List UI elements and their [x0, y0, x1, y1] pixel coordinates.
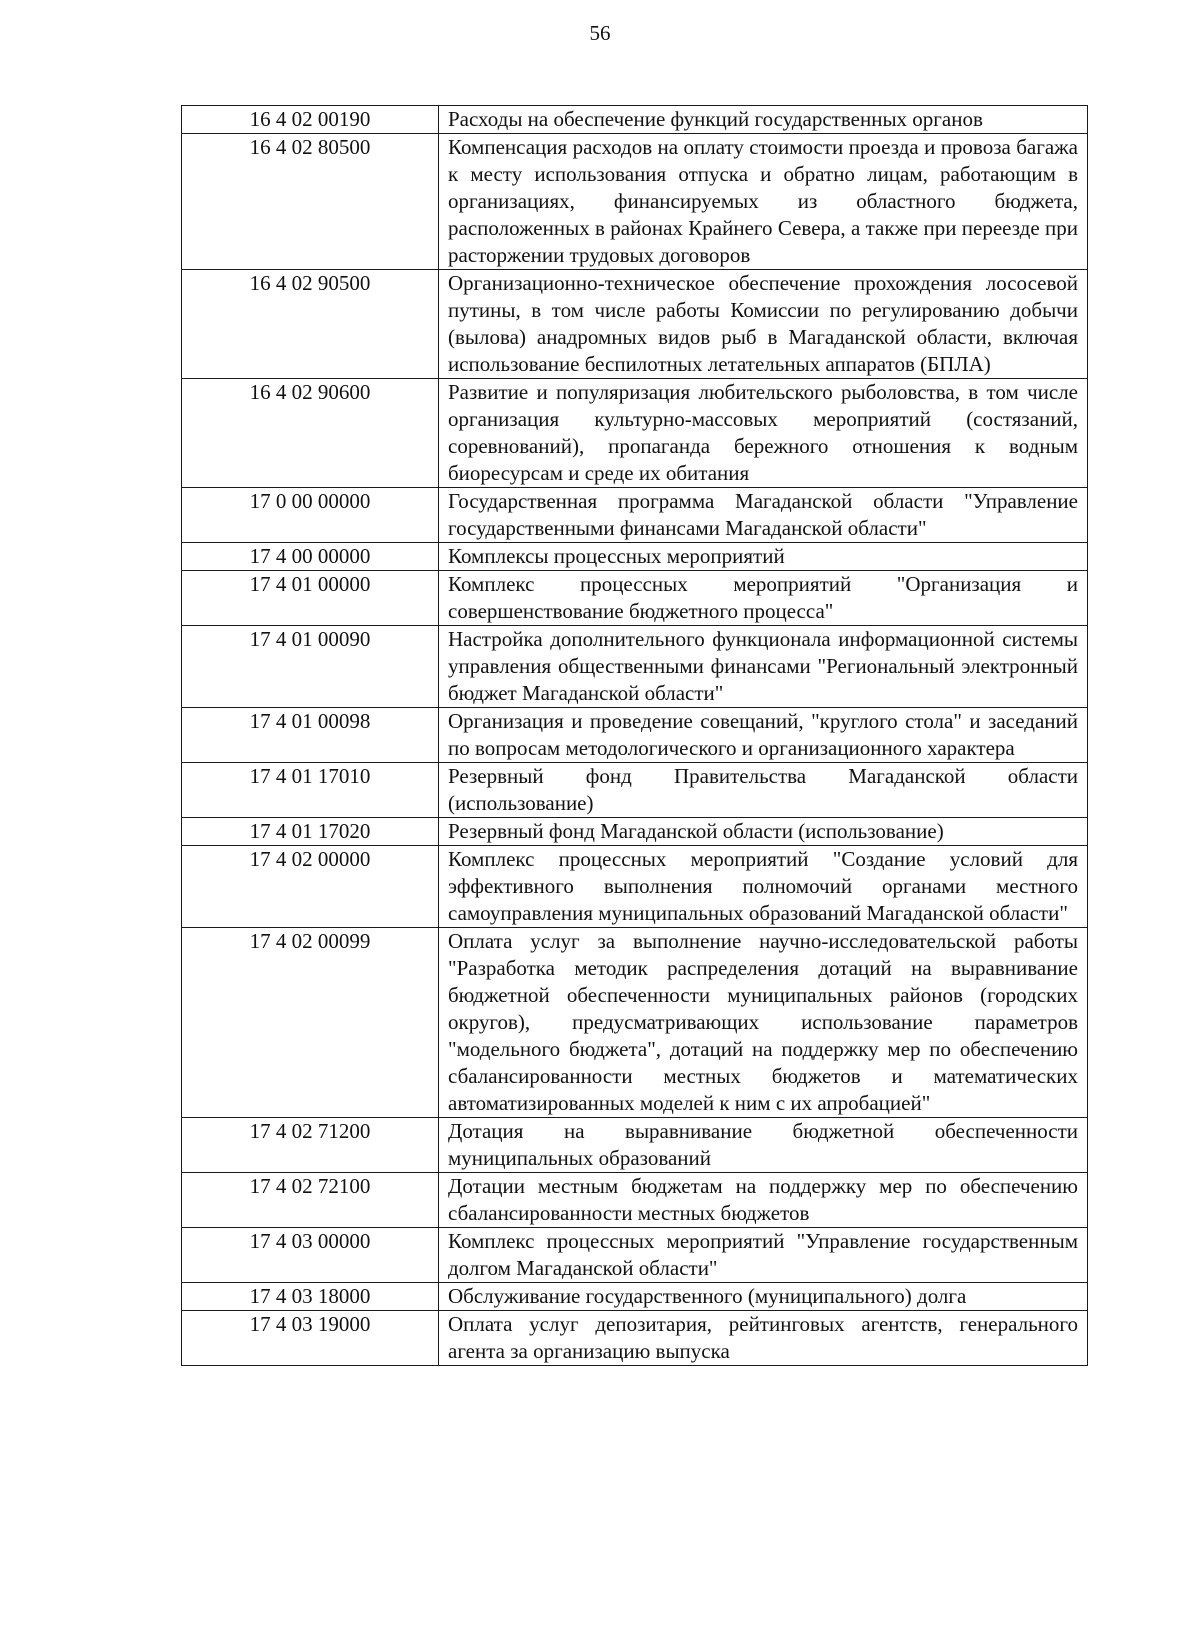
row-name: Государственная программа Магаданской области "Управление государственными финансами Магаданской области"	[439, 488, 1088, 543]
row-code: 17 0 00 00000	[182, 488, 439, 543]
row-name: Организационно-техническое обеспечение прохождения лососевой путины, в том числе работы Комиссии по регулированию добычи (вылова) анадромных видов рыб в Магаданской области, включая использование беспилотных летательных аппаратов (БПЛА)	[439, 270, 1088, 379]
table-row	[182, 1228, 1088, 1283]
row-name: Дотация на выравнивание бюджетной обеспеченности муниципальных образований	[439, 1118, 1088, 1173]
row-name: Компенсация расходов на оплату стоимости проезда и провоза багажа к месту использования отпуска и обратно лицам, работающим в организациях, финансируемых из областного бюджета, расположенных в районах Крайнего Севера, а также при переезде при расторжении трудовых договоров	[439, 134, 1088, 270]
row-code: 16 4 02 90500	[182, 270, 439, 379]
row-code: 17 4 00 00000	[182, 543, 439, 571]
table-row	[182, 1311, 1088, 1366]
table-row	[182, 1118, 1088, 1173]
row-name: Настройка дополнительного функционала информационной системы управления общественными финансами "Региональный электронный бюджет Магаданской области"	[439, 626, 1088, 708]
row-name: Расходы на обеспечение функций государственных органов	[439, 106, 1088, 134]
page-number: 56	[589, 21, 611, 45]
row-code: 17 4 01 17010	[182, 763, 439, 818]
row-name: Комплекс процессных мероприятий "Организация и совершенствование бюджетного процесса"	[439, 571, 1088, 626]
row-name: Резервный фонд Магаданской области (использование)	[439, 818, 1088, 846]
row-name: Дотации местным бюджетам на поддержку мер по обеспечению сбалансированности местных бюджетов	[439, 1173, 1088, 1228]
table-row	[182, 846, 1088, 928]
row-name: Оплата услуг депозитария, рейтинговых агентств, генерального агента за организацию выпуска	[439, 1311, 1088, 1366]
row-code: 16 4 02 80500	[182, 134, 439, 270]
row-name: Резервный фонд Правительства Магаданской области (использование)	[439, 763, 1088, 818]
table-row	[182, 818, 1088, 846]
row-code: 17 4 01 17020	[182, 818, 439, 846]
row-name: Комплекс процессных мероприятий "Управление государственным долгом Магаданской области"	[439, 1228, 1088, 1283]
row-code: 17 4 03 19000	[182, 1311, 439, 1366]
row-code: 17 4 02 00000	[182, 846, 439, 928]
row-name: Организация и проведение совещаний, "круглого стола" и заседаний по вопросам методологического и организационного характера	[439, 708, 1088, 763]
table-row	[182, 763, 1088, 818]
table-row	[182, 134, 1088, 270]
row-code: 16 4 02 90600	[182, 379, 439, 488]
row-name: Комплекс процессных мероприятий "Создание условий для эффективного выполнения полномочий органами местного самоуправления муниципальных образований Магаданской области"	[439, 846, 1088, 928]
table-row	[182, 270, 1088, 379]
row-code: 17 4 03 00000	[182, 1228, 439, 1283]
row-code: 17 4 01 00098	[182, 708, 439, 763]
row-name: Комплексы процессных мероприятий	[439, 543, 1088, 571]
table-row	[182, 543, 1088, 571]
row-name: Обслуживание государственного (муниципального) долга	[439, 1283, 1088, 1311]
table-row	[182, 488, 1088, 543]
table-row	[182, 1173, 1088, 1228]
row-code: 17 4 01 00000	[182, 571, 439, 626]
budget-codes-table	[181, 105, 1088, 1366]
row-name: Развитие и популяризация любительского рыболовства, в том числе организация культурно-массовых мероприятий (состязаний, соревнований), пропаганда бережного отношения к водным биоресурсам и среде их обитания	[439, 379, 1088, 488]
table-row	[182, 106, 1088, 134]
table-row	[182, 1283, 1088, 1311]
row-code: 17 4 02 72100	[182, 1173, 439, 1228]
row-code: 16 4 02 00190	[182, 106, 439, 134]
row-code: 17 4 03 18000	[182, 1283, 439, 1311]
table-row	[182, 571, 1088, 626]
table-row	[182, 626, 1088, 708]
row-code: 17 4 02 71200	[182, 1118, 439, 1173]
table-row	[182, 708, 1088, 763]
table-row	[182, 928, 1088, 1118]
row-code: 17 4 01 00090	[182, 626, 439, 708]
row-code: 17 4 02 00099	[182, 928, 439, 1118]
row-name: Оплата услуг за выполнение научно-исследовательской работы "Разработка методик распределения дотаций на выравнивание бюджетной обеспеченности муниципальных районов (городских округов), предусматривающих использование параметров "модельного бюджета", дотаций на поддержку мер по обеспечению сбалансированности местных бюджетов и математических автоматизированных моделей к ним с их апробацией"	[439, 928, 1088, 1118]
table-row	[182, 379, 1088, 488]
